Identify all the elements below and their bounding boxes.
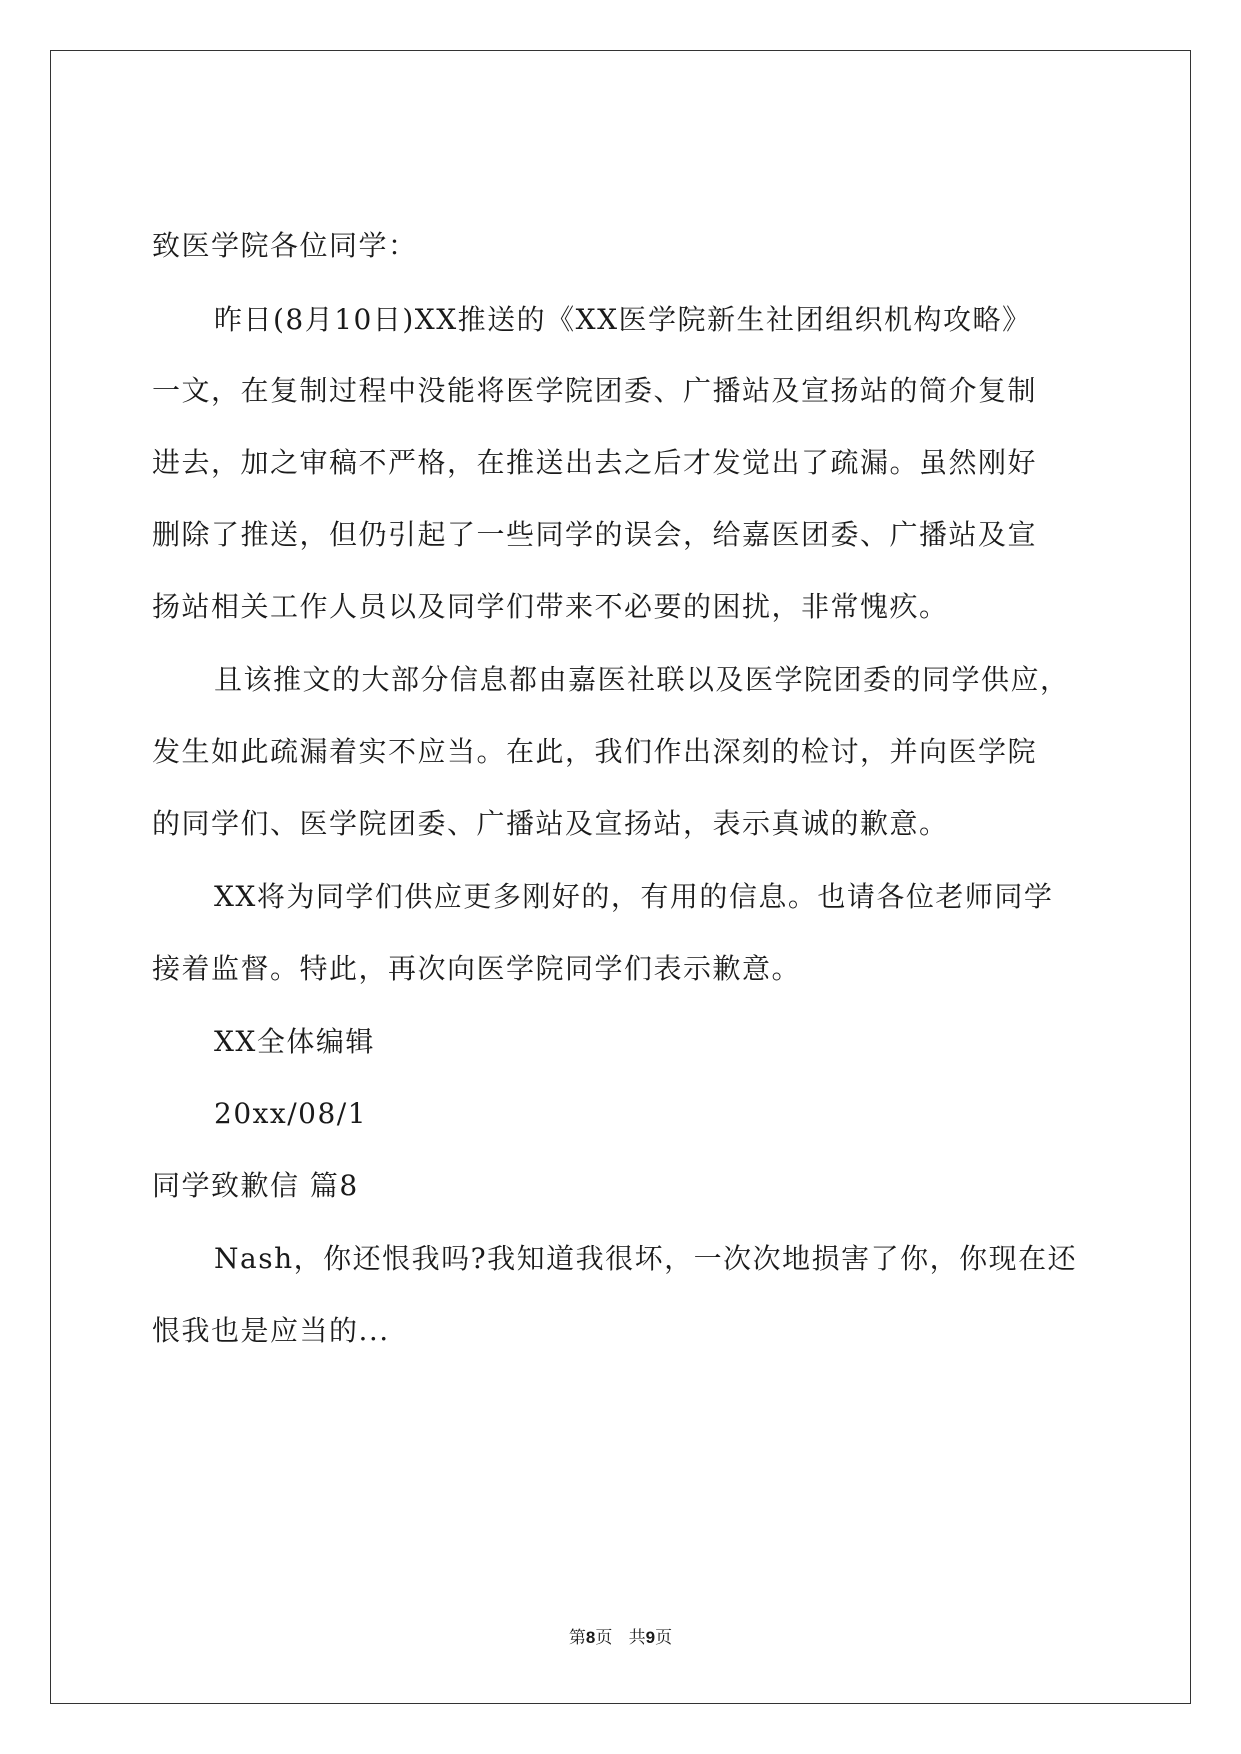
- footer-suffix: 页: [655, 1628, 673, 1648]
- paragraph-line: Nash，你还恨我吗?我知道我很坏，一次次地损害了你，你现在还: [214, 1242, 1078, 1275]
- paragraph-line: 一文，在复制过程中没能将医学院团委、广播站及宣扬站的简介复制: [152, 374, 1038, 407]
- paragraph-line: XX将为同学们供应更多刚好的，有用的信息。也请各位老师同学: [214, 880, 1054, 913]
- paragraph-line: 接着监督。特此，再次向医学院同学们表示歉意。: [152, 952, 802, 985]
- paragraph-line: 删除了推送，但仍引起了一些同学的误会，给嘉医团委、广播站及宣: [152, 518, 1038, 551]
- section-heading: 同学致歉信 篇8: [152, 1169, 359, 1202]
- paragraph-line: 恨我也是应当的...: [152, 1314, 390, 1347]
- paragraph-line: 发生如此疏漏着实不应当。在此，我们作出深刻的检讨，并向医学院: [152, 735, 1038, 768]
- paragraph-line: 且该推文的大部分信息都由嘉医社联以及医学院团委的同学供应，: [214, 663, 1070, 696]
- current-page-number: 8: [585, 1628, 596, 1647]
- salutation: 致医学院各位同学：: [152, 229, 418, 262]
- footer-prefix: 第: [568, 1628, 586, 1648]
- paragraph-line: 扬站相关工作人员以及同学们带来不必要的困扰，非常愧疚。: [152, 590, 949, 623]
- paragraph-line: 进去，加之审稿不严格，在推送出去之后才发觉出了疏漏。虽然刚好: [152, 446, 1038, 479]
- signature: XX全体编辑: [214, 1025, 375, 1058]
- total-page-number: 9: [645, 1628, 656, 1647]
- page-footer: [0, 1626, 1241, 1650]
- date: 20xx/08/1: [214, 1097, 368, 1130]
- paragraph-line: 的同学们、医学院团委、广播站及宣扬站，表示真诚的歉意。: [152, 807, 949, 840]
- footer-middle: 页 共: [595, 1628, 646, 1648]
- paragraph-line: 昨日(8月10日)XX推送的《XX医学院新生社团组织机构攻略》: [214, 303, 1032, 336]
